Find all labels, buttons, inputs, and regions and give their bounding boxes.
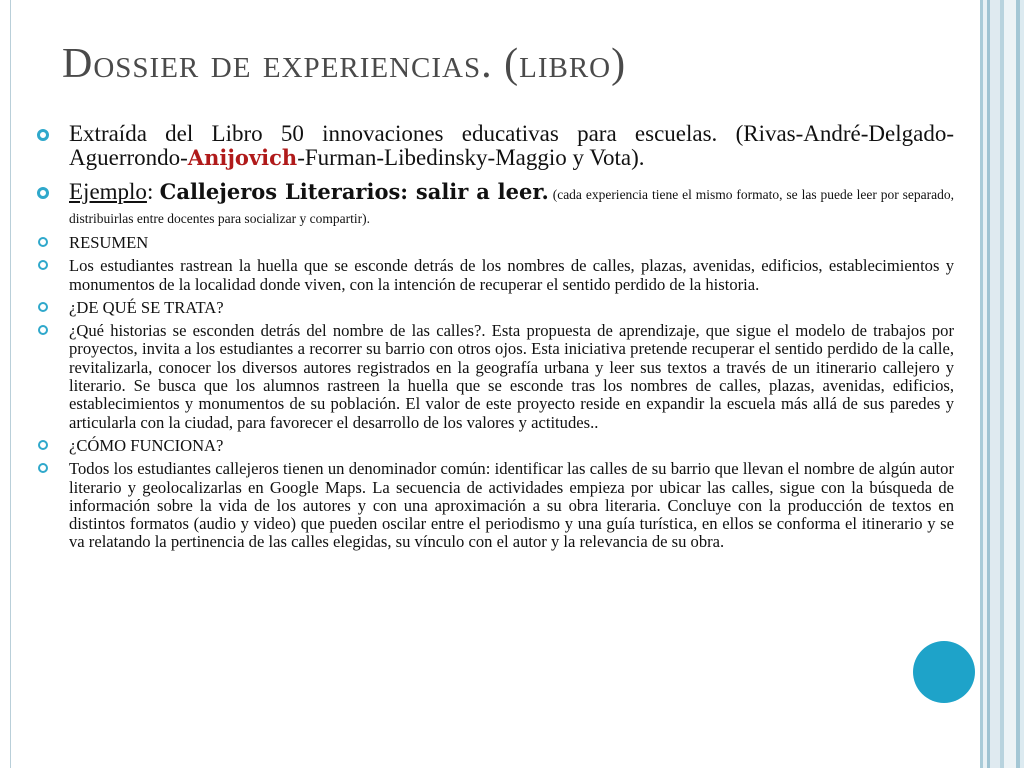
bullet-trata-heading [36, 299, 954, 317]
source-text-end: -Furman-Libedinsky-Maggio y Vota). [297, 145, 645, 170]
example-note: (cada experiencia tiene el mismo formato, se las puede leer por separado, distribuirlas entre docentes para socializar y compartir). [69, 187, 955, 226]
resumen-text: Los estudiantes rastrean la huella que se esconde detrás de los nombres de calles, plazas, avenidas, edificios, establecimientos y monumentos de la localidad donde viven, con la intención de recuperar el sentido perdido de la historia. [69, 256, 954, 294]
funciona-text: Todos los estudiantes callejeros tienen un denominador común: identificar las calles de su barrio que llevan el nombre de algún autor literario y geolocalizarlas en Google Maps. La secuencia de actividades empieza por ubicar las calles, sigue con la búsqueda de información sobre la vida de los autores y con una aproximación a su obra literaria. Concluye con la producción de textos en distintos formatos (audio y video) que pueden oscilar entre el periodismo y una guía turística, en ellos se conforma el itinerario y se va relatando la pertinencia de las calles elegidas, su vínculo con el autor y la relevancia de su obra. [69, 459, 954, 552]
ring-bullet-icon [38, 237, 48, 247]
trata-text: ¿Qué historias se esconden detrás del nombre de las calles?. Esta propuesta de aprendizaje, que sigue el modelo de trabajos por proyectos, invita a los estudiantes a recorrer su barrio con otros ojos. Esta iniciativa pretende recuperar el sentido perdido de la calle, revitalizarla, conocer los diversos autores registrados en la geografía urbana y leer sus textos a través de un itinerario callejero y literario. Se busca que los alumnos rastreen la huella que se esconde tras los nombres de calles, plazas, avenidas, edificios, establecimientos y monumentos de su población. El valor de este proyecto reside en expandir la escuela más allá de sus paredes y articularla con la ciudad, para favorecer el desarrollo de los valores y actitudes.. [69, 321, 954, 432]
example-title: Callejeros Literarios: salir a leer. [159, 179, 549, 204]
bullet-source [36, 122, 954, 170]
highlighted-author: Anijovich [187, 145, 298, 170]
bullet-resumen-heading [36, 234, 954, 252]
bullet-funciona-heading [36, 437, 954, 455]
bullet-list [36, 122, 954, 557]
bullet-trata-text [36, 322, 954, 432]
bullet-example [36, 180, 954, 228]
funciona-heading: ¿CÓMO FUNCIONA? [69, 435, 224, 455]
ring-bullet-icon [37, 187, 49, 199]
right-decorative-stripes [978, 0, 1024, 768]
decorative-circle [913, 641, 975, 703]
source-text: Extraída del Libro 50 innovaciones educativas para escuelas. (Rivas-André-Delgado-Aguerrondo- [69, 121, 954, 170]
example-colon: : [146, 179, 160, 204]
ring-bullet-icon [38, 302, 48, 312]
bullet-resumen-text [36, 257, 954, 294]
bullet-funciona-text [36, 460, 954, 551]
ring-bullet-icon [38, 463, 48, 473]
resumen-heading: RESUMEN [69, 233, 149, 252]
slide-title: Dossier de experiencias. (libro) [62, 41, 627, 87]
example-label: Ejemplo [69, 179, 147, 204]
left-frame-line [10, 0, 11, 768]
ring-bullet-icon [38, 325, 48, 335]
trata-heading: ¿DE QUÉ SE TRATA? [69, 297, 224, 317]
ring-bullet-icon [38, 440, 48, 450]
ring-bullet-icon [38, 260, 48, 270]
ring-bullet-icon [37, 129, 49, 141]
